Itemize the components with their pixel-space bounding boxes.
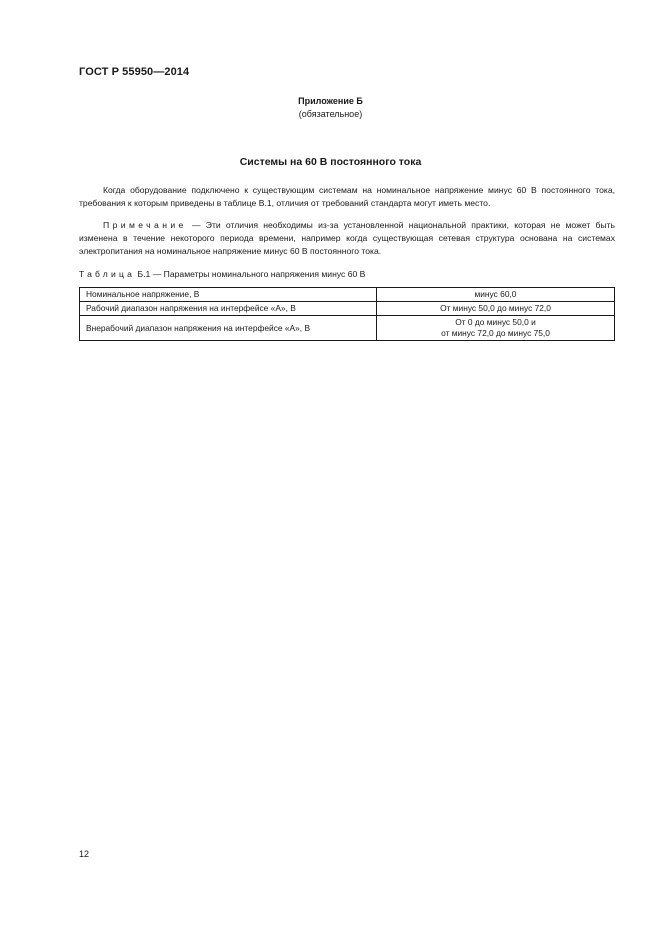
value-line: От минус 50,0 до минус 72,0 [440,303,551,313]
note-text: — Эти отличия необходимы из-за установленной национальной практики, которая не может быть изменена в течение некоторого периода времени, например когда существующая сетевая структура основана на системах электропитания на номинальное напряжение минус 60 В постоянного тока. [79,220,615,256]
table-row [80,288,615,302]
table-caption-label: Таблица [79,269,136,279]
table-cell-param: Рабочий диапазон напряжения на интерфейсе «А», В [80,302,377,316]
table-row [80,302,615,316]
table-cell-value [377,288,615,302]
table-cell-param: Внерабочий диапазон напряжения на интерфейсе «А», В [80,316,377,341]
value-line: от минус 72,0 до минус 75,0 [441,328,550,338]
table-cell-value [377,302,615,316]
paragraph-main: Когда оборудование подключено к существующим системам на номинальное напряжение минус 60 В постоянного тока, требования к которым приведены в таблице В.1, отличия от требований стандарта могут иметь место. [79,185,615,208]
table-caption-text: Б.1 — Параметры номинального напряжения минус 60 В [135,269,366,279]
parameters-table [79,287,615,341]
page-number: 12 [79,849,90,859]
value-line: минус 60,0 [474,289,517,299]
document-code: ГОСТ Р 55950—2014 [79,66,190,78]
section-title: Системы на 60 В постоянного тока [239,156,422,168]
appendix-title: Приложение Б [298,96,363,106]
note-label: Примечание [103,220,187,230]
note-paragraph [79,219,615,258]
table-cell-value [377,316,615,341]
appendix-status: (обязательное) [298,109,363,119]
appendix-heading [0,95,661,121]
table-caption [79,269,365,279]
table-cell-param: Номинальное напряжение, В [80,288,377,302]
value-line: От 0 до минус 50,0 и [455,317,536,327]
table-row [80,316,615,341]
